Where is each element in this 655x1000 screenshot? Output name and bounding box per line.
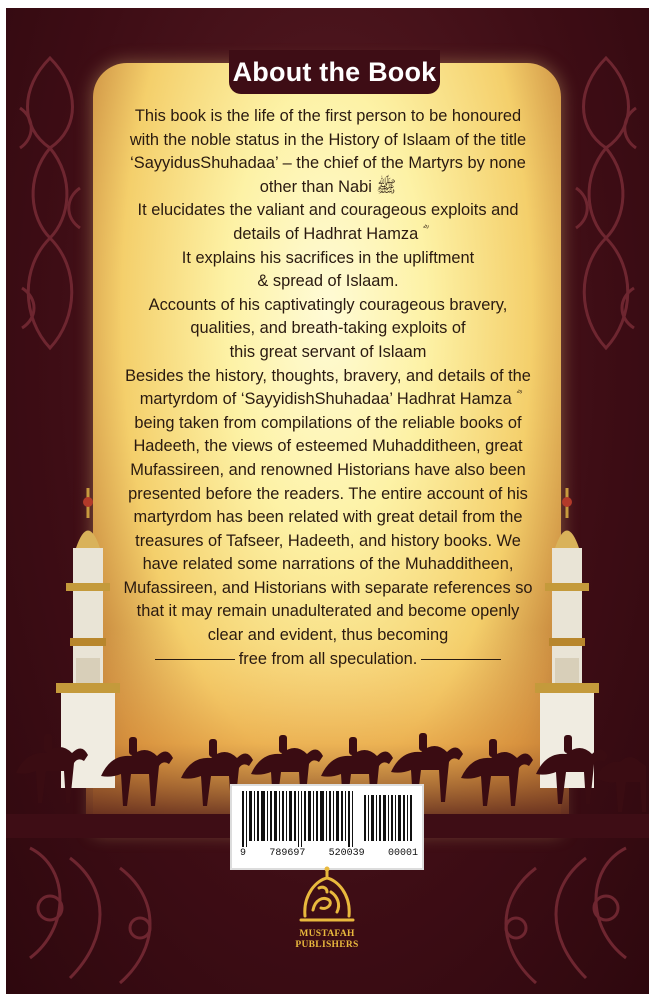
- description-line: This book is the life of the first person to be honoured: [134, 107, 522, 125]
- description-line: martyrdom has been related with great detail from the: [133, 508, 523, 527]
- description-line: this great servant of Islaam: [229, 342, 427, 361]
- right-rule: [421, 659, 501, 660]
- description-line: martyrdom of ‘SayyidishShuhadaa’ Hadhrat Hamza ؓ: [139, 390, 517, 409]
- description-line: Accounts of his captivatingly courageous bravery,: [148, 295, 508, 314]
- barcode-bars: [238, 791, 416, 847]
- description-line: have related some narrations of the Muhadditheen,: [142, 555, 514, 574]
- left-rule: [155, 659, 235, 660]
- description-line: clear and evident, thus becoming: [207, 626, 449, 645]
- description-line: It elucidates the valiant and courageous exploits and: [137, 201, 519, 220]
- dome-calligraphy-logo-icon: [297, 866, 357, 924]
- description-line: presented before the readers. The entire account of his: [128, 484, 528, 503]
- description-line: Hadeeth, the views of esteemed Muhadditheen, great: [133, 437, 523, 456]
- description-line: & spread of Islaam.: [257, 272, 399, 291]
- isbn-group-2: 520039: [328, 848, 365, 859]
- book-description: [110, 105, 546, 671]
- left-floral-ornament: [10, 48, 92, 388]
- description-line: It explains his sacrifices in the upliftment: [181, 248, 475, 267]
- description-line: other than Nabi ﷺ: [259, 177, 397, 196]
- description-last-line: [110, 648, 546, 672]
- isbn-barcode: [230, 784, 424, 870]
- page-title: About the Book: [232, 56, 437, 87]
- last-line-text: free from all speculation.: [238, 649, 418, 668]
- description-line: qualities, and breath-taking exploits of: [190, 319, 466, 338]
- bottom-left-floral-ornament: [10, 828, 210, 988]
- description-line: that it may remain unadulterated and become openly: [136, 602, 520, 621]
- book-back-cover: [6, 8, 649, 994]
- description-line: details of Hadhrat Hamza ؓ: [233, 224, 423, 243]
- right-floral-ornament: [564, 48, 646, 388]
- isbn-group-1: 789697: [269, 848, 306, 859]
- description-line: ‘SayyidusShuhadaa’ – the chief of the Martyrs by none: [130, 154, 526, 173]
- publisher-logo: [285, 866, 369, 951]
- publisher-name-line1: MUSTAFAH: [299, 929, 355, 939]
- bottom-right-floral-ornament: [446, 828, 646, 988]
- description-line: Besides the history, thoughts, bravery, and details of the: [125, 366, 531, 385]
- isbn-prefix: 9: [240, 848, 247, 859]
- description-line: Mufassireen, and Historians with separate references so: [123, 578, 533, 597]
- description-line: being taken from compilations of the reliable books of: [134, 413, 522, 432]
- isbn-addon: 00001: [387, 848, 418, 859]
- isbn-digits: [240, 848, 418, 859]
- publisher-name-line2: PUBLISHERS: [295, 940, 359, 950]
- description-line: treasures of Tafseer, Hadeeth, and history books. We: [135, 531, 521, 550]
- description-line: with the noble status in the History of Islaam of the title: [129, 130, 527, 149]
- title-banner: [229, 50, 440, 94]
- description-line: Mufassireen, and renowned Historians have also been: [130, 460, 526, 479]
